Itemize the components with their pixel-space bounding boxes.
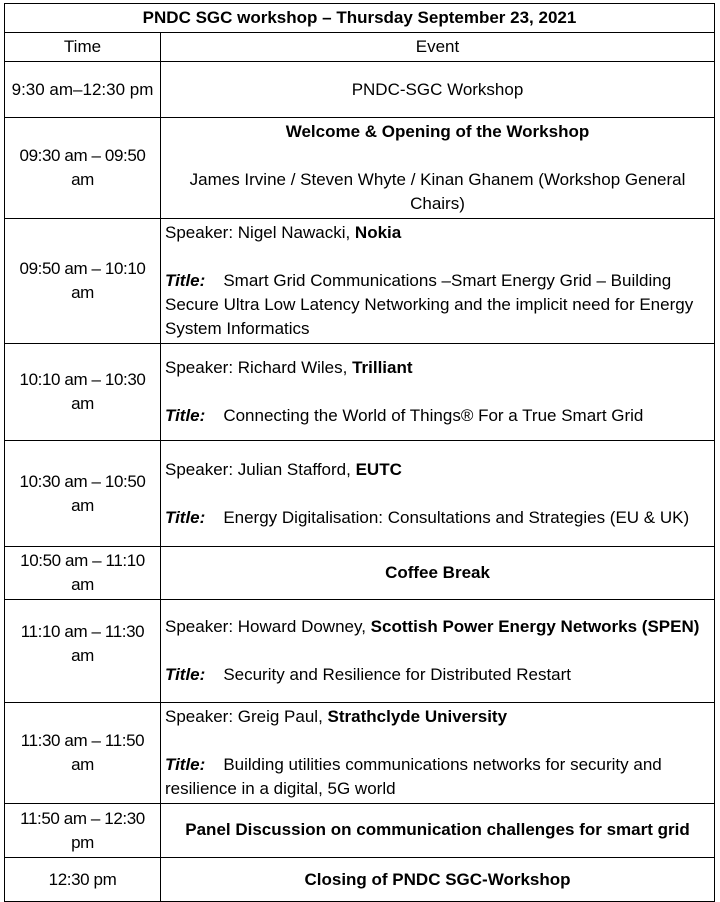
row-time: 12:30 pm	[5, 858, 161, 902]
talk-title-line	[165, 269, 710, 341]
talk-title: Security and Resilience for Distributed Restart	[223, 665, 572, 684]
speaker-organization: Trilliant	[352, 358, 413, 377]
event-heading: Welcome & Opening of the Workshop	[285, 122, 590, 141]
title-label: Title:	[165, 755, 206, 774]
row-event	[161, 600, 715, 703]
speaker-name: Speaker: Richard Wiles,	[165, 358, 353, 377]
speaker-line	[165, 458, 710, 482]
speaker-name: Speaker: Julian Stafford,	[165, 459, 356, 479]
row-event	[161, 219, 715, 344]
speaker-organization: Scottish Power Energy Networks (SPEN)	[370, 617, 700, 636]
speaker-line	[165, 705, 710, 729]
talk-title-line	[165, 663, 710, 687]
row-event	[161, 344, 715, 441]
row-event: Coffee Break	[161, 547, 715, 600]
table-row	[5, 804, 715, 858]
table-header-row	[5, 33, 715, 62]
row-time: 09:50 am – 10:10 am	[5, 219, 161, 344]
title-label: Title:	[165, 665, 206, 684]
speaker-organization: Nokia	[354, 223, 402, 242]
speaker-organization: Strathclyde University	[327, 707, 508, 726]
event-detail: James Irvine / Steven Whyte / Kinan Ghanem (Workshop General Chairs)	[189, 170, 686, 213]
talk-title: Smart Grid Communications –Smart Energy Grid – Building Secure Ultra Low Latency Networking and the implicit need for Energy System Informatics	[165, 271, 694, 338]
row-event: Closing of PNDC SGC-Workshop	[161, 858, 715, 902]
row-time: 10:30 am – 10:50 am	[5, 441, 161, 547]
table-title-row	[5, 4, 715, 33]
row-time: 11:30 am – 11:50 am	[5, 703, 161, 804]
title-label: Title:	[165, 271, 206, 290]
row-event: Panel Discussion on communication challenges for smart grid	[161, 804, 715, 858]
speaker-name: Speaker: Howard Downey,	[165, 617, 371, 636]
column-header-event: Event	[161, 33, 715, 62]
column-header-time: Time	[5, 33, 161, 62]
speaker-name: Speaker: Nigel Nawacki,	[165, 223, 355, 242]
table-row	[5, 62, 715, 118]
talk-title-line	[165, 506, 710, 530]
talk-title-line	[165, 753, 710, 801]
table-row	[5, 441, 715, 547]
title-label: Title:	[165, 406, 206, 425]
table-row	[5, 858, 715, 902]
row-event	[161, 703, 715, 804]
row-time: 9:30 am–12:30 pm	[5, 62, 161, 118]
workshop-schedule-table	[4, 3, 715, 902]
table-title: PNDC SGC workshop – Thursday September 23, 2021	[5, 4, 715, 33]
row-time: 10:50 am – 11:10 am	[5, 547, 161, 600]
row-event: PNDC-SGC Workshop	[161, 62, 715, 118]
talk-title: Energy Digitalisation: Consultations and Strategies (EU & UK)	[223, 507, 690, 527]
row-event	[161, 441, 715, 547]
table-row	[5, 219, 715, 344]
speaker-name: Speaker: Greig Paul,	[165, 707, 328, 726]
row-time: 11:10 am – 11:30 am	[5, 600, 161, 703]
title-label: Title:	[165, 507, 206, 527]
table-row	[5, 344, 715, 441]
talk-title: Connecting the World of Things® For a True Smart Grid	[223, 406, 644, 425]
speaker-line	[165, 615, 710, 639]
table-row	[5, 703, 715, 804]
talk-title: Building utilities communications networks for security and resilience in a digital, 5G world	[165, 755, 662, 798]
talk-title-line	[165, 404, 710, 428]
row-event	[161, 118, 715, 219]
row-time: 11:50 am – 12:30 pm	[5, 804, 161, 858]
speaker-line	[165, 221, 710, 245]
speaker-line	[165, 356, 710, 380]
table-row	[5, 600, 715, 703]
table-row	[5, 118, 715, 219]
row-time: 10:10 am – 10:30 am	[5, 344, 161, 441]
table-row	[5, 547, 715, 600]
speaker-organization: EUTC	[355, 459, 402, 479]
row-time: 09:30 am – 09:50 am	[5, 118, 161, 219]
